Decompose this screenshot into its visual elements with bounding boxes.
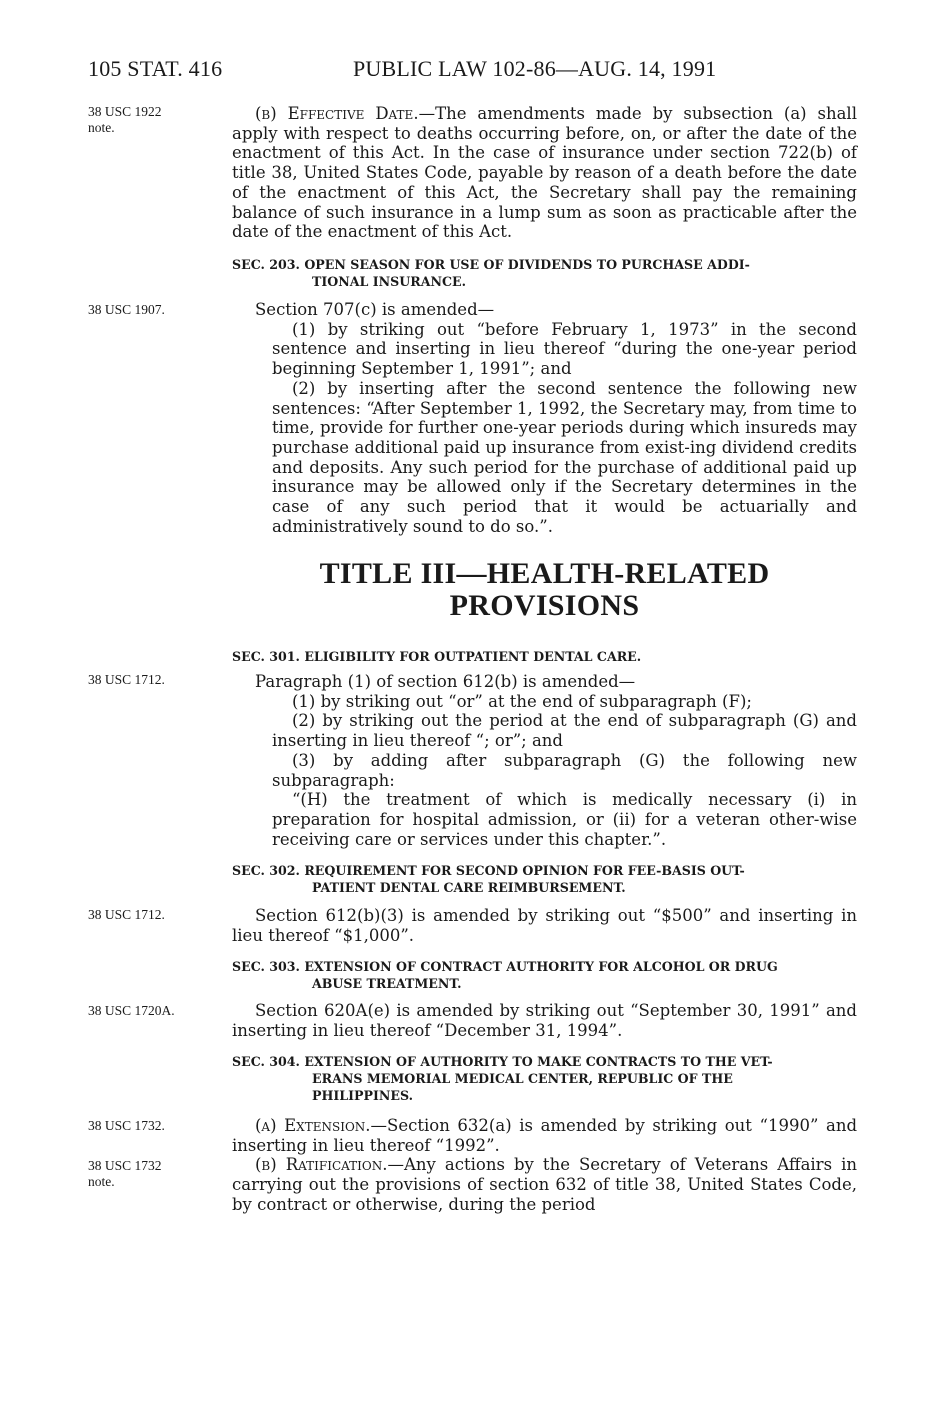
- section-302-heading-line2: PATIENT DENTAL CARE REIMBURSEMENT.: [312, 880, 626, 895]
- section-301-item-4: “(H) the treatment of which is medically necessary (i) in preparation for hospital admission, or (ii) for a veteran other-wise receiving care or services under this chapter.”.: [272, 790, 857, 849]
- section-203-heading-line2: TIONAL INSURANCE.: [312, 274, 466, 289]
- margin-note-38-usc-1907: 38 USC 1907.: [88, 302, 165, 317]
- section-303-body: [232, 1001, 857, 1040]
- extension-text: —Section 632(a) is amended by striking out “1990” and inserting in lieu thereof “1992”.: [232, 1116, 858, 1155]
- section-301-item-3: (3) by adding after subparagraph (G) the following new subparagraph:: [272, 750, 857, 790]
- section-302-heading-line1: SEC. 302. REQUIREMENT FOR SECOND OPINION FOR FEE-BASIS OUT-: [232, 863, 745, 878]
- extension-label: (a) Extension.: [255, 1116, 371, 1135]
- margin-note-38-usc-1712-b: 38 USC 1712.: [88, 907, 165, 922]
- section-303-heading-line1: SEC. 303. EXTENSION OF CONTRACT AUTHORITY FOR ALCOHOL OR DRUG: [232, 959, 778, 974]
- section-203-body: [232, 300, 857, 536]
- section-304-heading: [232, 1053, 857, 1104]
- section-301-item-2: (2) by striking out the period at the end of subparagraph (G) and inserting in lieu thereof “; or”; and: [272, 711, 857, 751]
- section-203-intro: Section 707(c) is amended—: [255, 300, 495, 319]
- section-304-body: [232, 1116, 857, 1215]
- stat-page-number: 105 STAT. 416: [88, 56, 223, 81]
- section-302-body: [232, 906, 857, 945]
- margin-note-38-usc-1720a: 38 USC 1720A.: [88, 1003, 175, 1018]
- section-301-heading-text: SEC. 301. ELIGIBILITY FOR OUTPATIENT DENTAL CARE.: [232, 649, 642, 664]
- section-203-item-1: (1) by striking out “before February 1, 1973” in the second sentence and inserting in lieu thereof “during the one-year period beginning September 1, 1991”; and: [272, 319, 857, 379]
- section-202b-paragraph: [232, 104, 857, 242]
- section-301-intro: Paragraph (1) of section 612(b) is amended—: [255, 672, 636, 691]
- section-303-heading-line2: ABUSE TREATMENT.: [312, 976, 462, 991]
- section-301-item-1: (1) by striking out “or” at the end of subparagraph (F);: [292, 691, 752, 711]
- public-law-title: PUBLIC LAW 102-86—AUG. 14, 1991: [353, 56, 717, 81]
- section-203-heading: [232, 256, 857, 290]
- section-302-heading: [232, 862, 857, 896]
- section-304-heading-line1: SEC. 304. EXTENSION OF AUTHORITY TO MAKE CONTRACTS TO THE VET-: [232, 1054, 773, 1069]
- ratification-label: (b) Ratification.: [255, 1155, 388, 1175]
- margin-note-38-usc-1732: 38 USC 1732.: [88, 1118, 165, 1133]
- ratification-text: —Any actions by the Secretary of Veterans Affairs in carrying out the provisions of section 632 of title 38, United States Code, by contract or otherwise, during the period: [232, 1155, 857, 1214]
- section-302-text: Section 612(b)(3) is amended by striking out “$500” and inserting in lieu thereof “$1,000”.: [232, 906, 857, 945]
- title-iii-line1: TITLE III—HEALTH-RELATED: [319, 557, 770, 590]
- section-301-body: [232, 672, 857, 849]
- title-iii-line2: PROVISIONS: [449, 589, 640, 622]
- section-303-heading: [232, 958, 857, 992]
- margin-note-38-usc-1732-note: 38 USC 1732 note.: [88, 1158, 162, 1189]
- section-304-heading-line3: PHILIPPINES.: [312, 1088, 413, 1103]
- effective-date-text: —The amendments made by subsection (a) shall apply with respect to deaths occurring before, on, or after the date of the enactment of this Act. In the case of insurance under section 722(b) of title 38, United States Code, payable by reason of a death before the date of the enactment of this Act, the Secretary shall pay the remaining balance of such insurance in a lump sum as soon as practicable after the date of the enactment of this Act.: [232, 104, 857, 242]
- section-203-item-2: (2) by inserting after the second sentence the following new sentences: “After September 1, 1992, the Secretary may, from time to time, provide for further one-year periods during which insureds may purchase additional paid up insurance from exist-ing dividend credits and deposits. Any such period for the purchase of additional paid up insurance may be allowed only if the Secretary determines in the case of any such period that it would be actuarially and administratively sound to do so.”.: [272, 378, 857, 536]
- title-iii-heading: [232, 558, 857, 622]
- effective-date-label: (b) Effective Date.: [255, 104, 419, 123]
- margin-note-38-usc-1712-a: 38 USC 1712.: [88, 672, 165, 687]
- section-303-text: Section 620A(e) is amended by striking out “September 30, 1991” and inserting in lieu thereof “December 31, 1994”.: [232, 1001, 857, 1040]
- section-301-heading: [232, 648, 857, 665]
- running-header: [88, 56, 888, 86]
- section-304-heading-line2: ERANS MEMORIAL MEDICAL CENTER, REPUBLIC OF THE: [312, 1071, 733, 1086]
- margin-note-38-usc-1922: 38 USC 1922 note.: [88, 104, 162, 135]
- section-203-heading-line1: SEC. 203. OPEN SEASON FOR USE OF DIVIDENDS TO PURCHASE ADDI-: [232, 257, 750, 272]
